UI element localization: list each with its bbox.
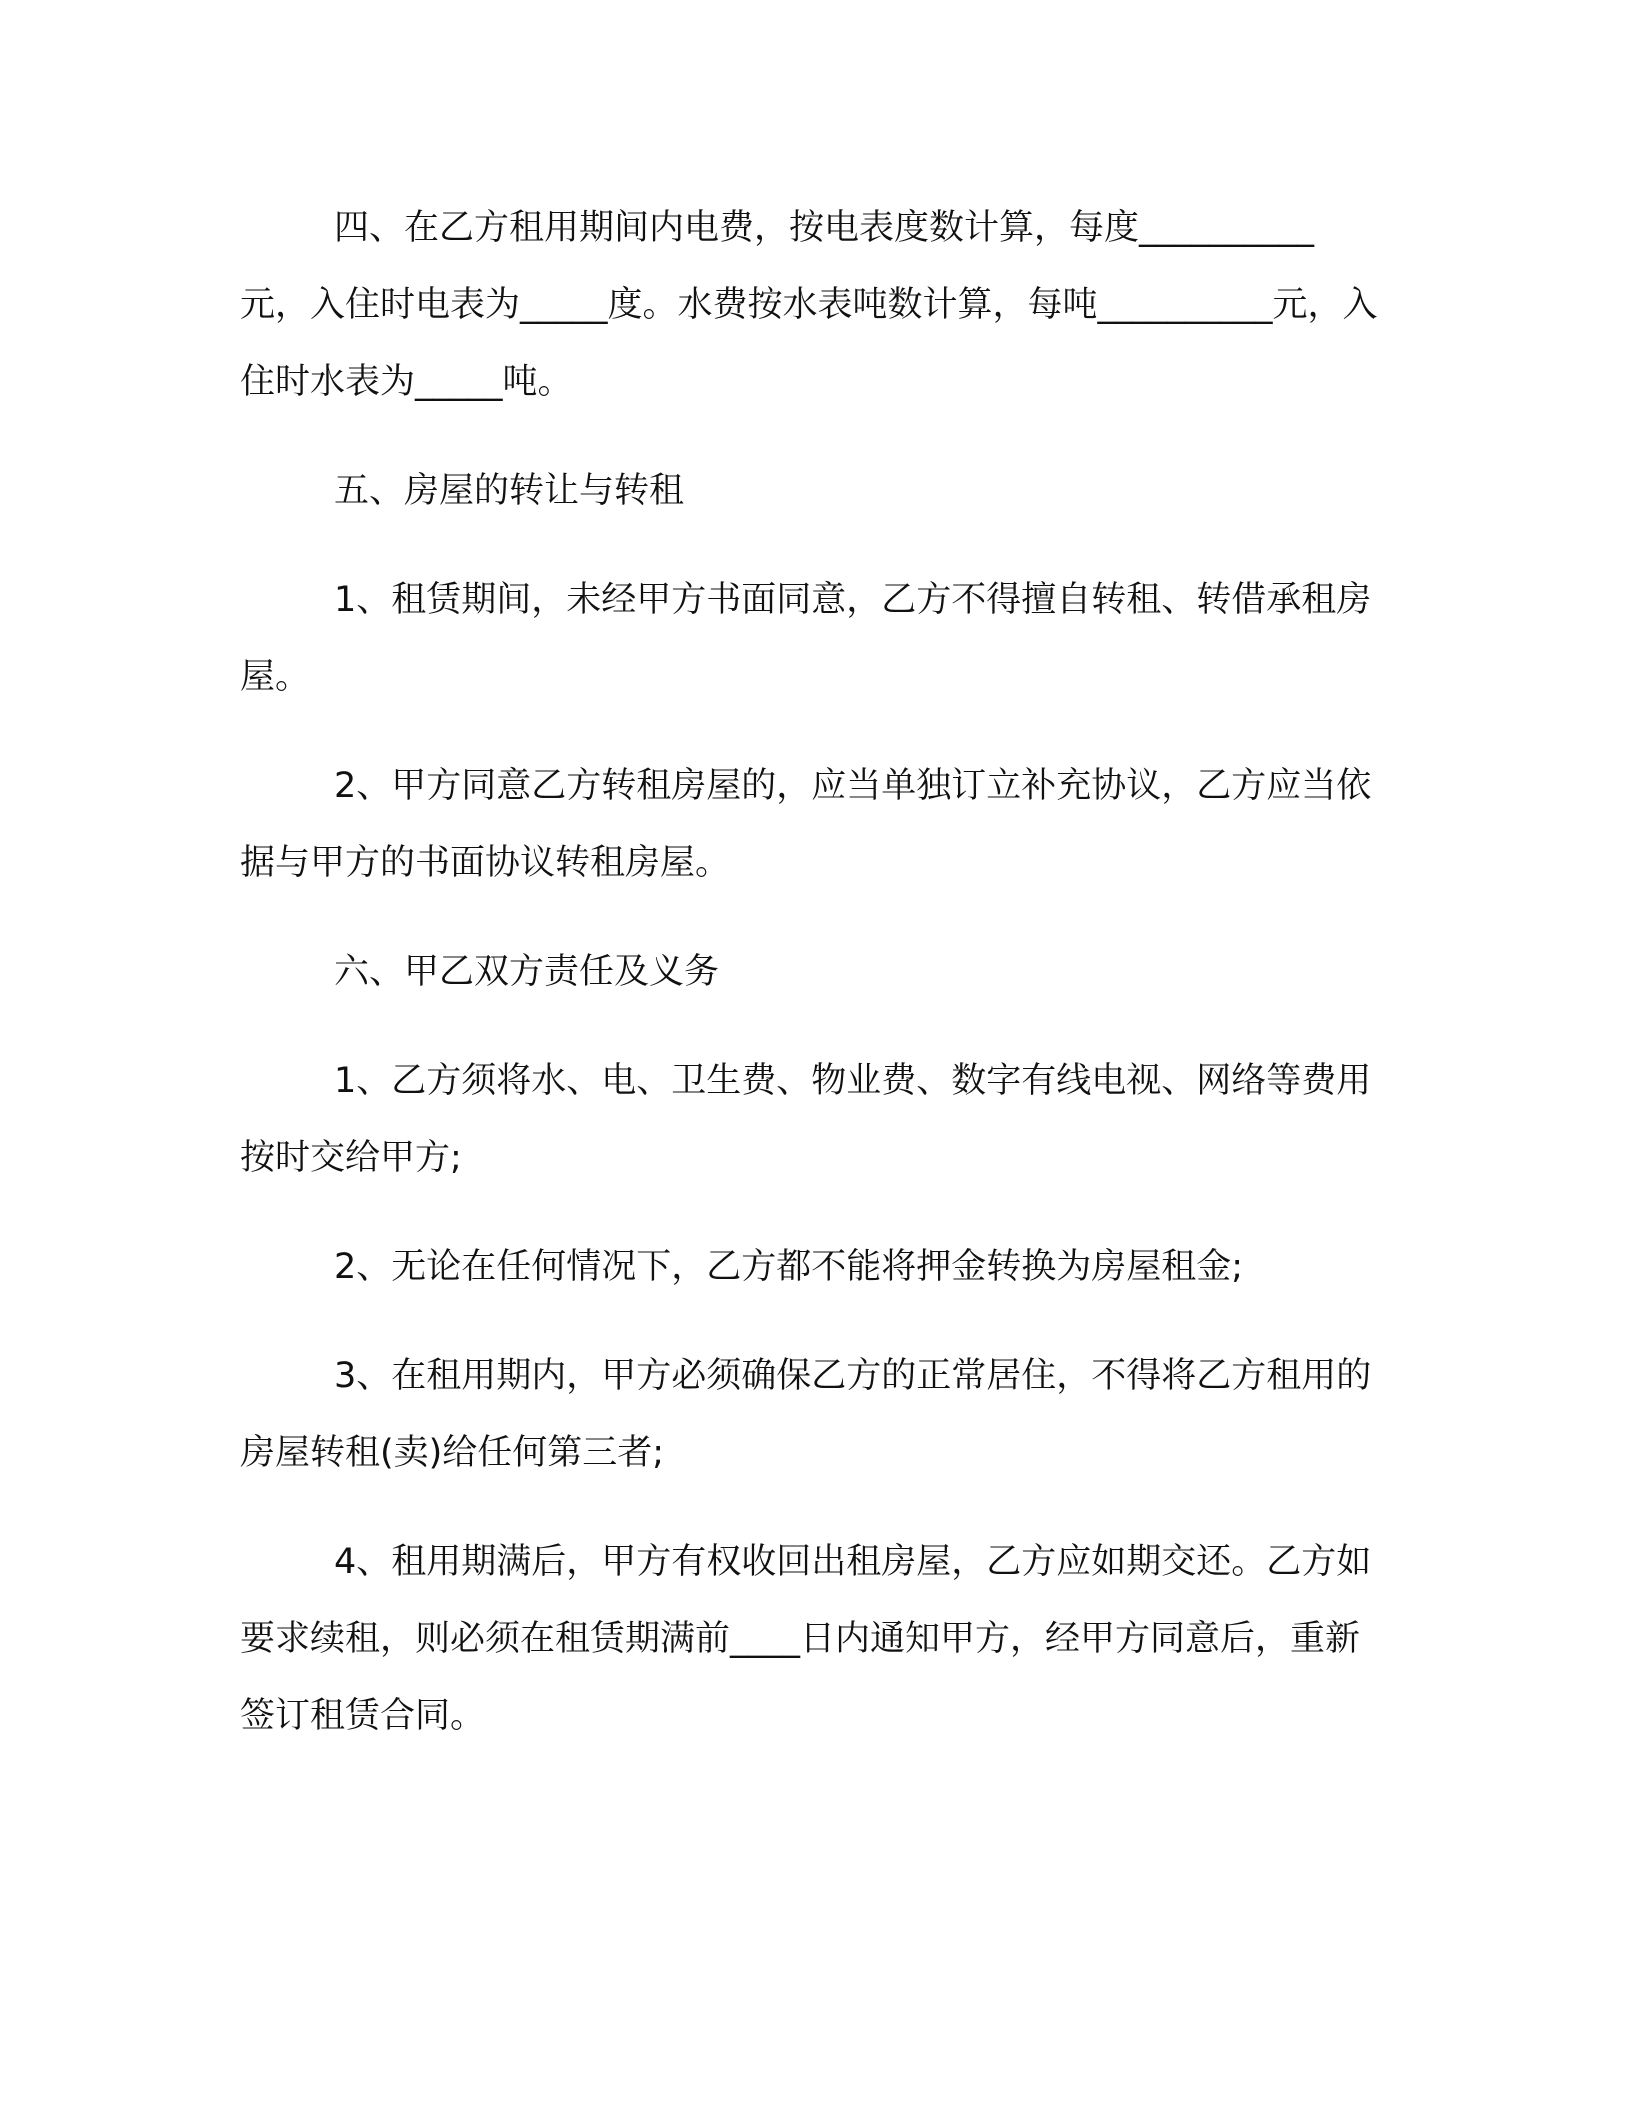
section-heading-transfer: 五、房屋的转让与转租 <box>334 471 685 511</box>
clause-obligation-1: 1、乙方须将水、电、卫生费、物业费、数字有线电视、网络等费用按时交给甲方; <box>240 1061 1372 1178</box>
clause-obligation-3: 3、在租用期内，甲方必须确保乙方的正常居住，不得将乙方租用的房屋转租(卖)给任何第三者; <box>240 1356 1372 1473</box>
document-page <box>240 190 1380 1787</box>
section-heading-obligations: 六、甲乙双方责任及义务 <box>334 952 720 992</box>
clause-utilities: 四、在乙方租用期间内电费，按电表度数计算，每度__________元，入住时电表为_____度。水费按水表吨数计算，每吨__________元，入住时水表为_____吨。 <box>240 208 1378 402</box>
clause-obligation-4: 4、租用期满后，甲方有权收回出租房屋，乙方应如期交还。乙方如要求续租，则必须在租赁期满前____日内通知甲方，经甲方同意后，重新签订租赁合同。 <box>240 1542 1372 1736</box>
clause-transfer-2: 2、甲方同意乙方转租房屋的，应当单独订立补充协议，乙方应当依据与甲方的书面协议转租房屋。 <box>240 766 1372 883</box>
clause-obligation-2: 2、无论在任何情况下，乙方都不能将押金转换为房屋租金; <box>334 1247 1244 1287</box>
clause-transfer-1: 1、租赁期间，未经甲方书面同意，乙方不得擅自转租、转借承租房屋。 <box>240 580 1372 697</box>
